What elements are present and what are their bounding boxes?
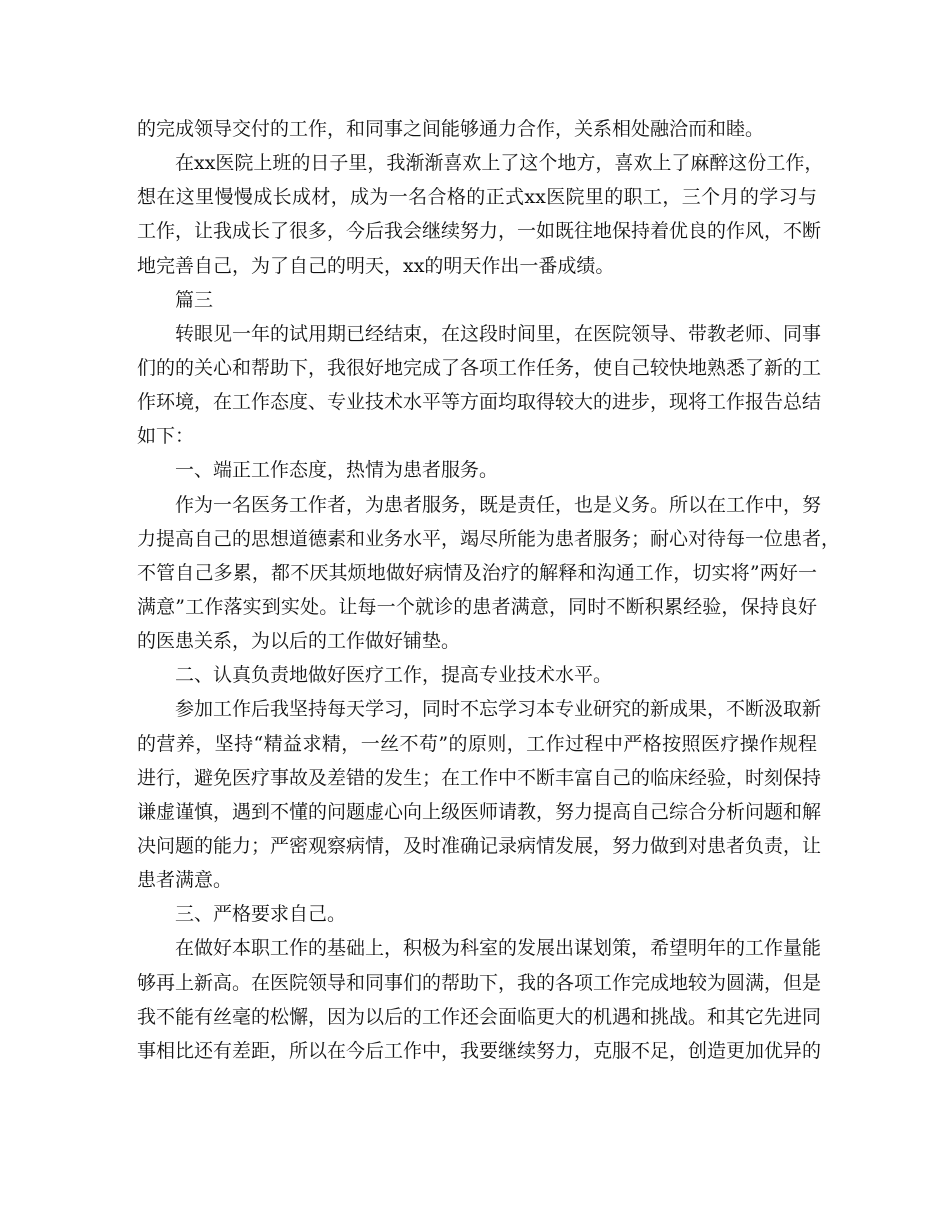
text-line: 进行，避免医疗事故及差错的发生；在工作中不断丰富自己的临床经验，时刻保持	[137, 766, 822, 789]
text-line: 作环境，在工作态度、专业技术水平等方面均取得较大的进步，现将工作报告总结	[137, 391, 822, 414]
text-line: 地完善自己，为了自己的明天，xx的明天作出一番成绩。	[137, 254, 615, 277]
subheading: 一、端正工作态度，热情为患者服务。	[175, 459, 499, 482]
text-line: 不管自己多累，都不厌其烦地做好病情及治疗的解释和沟通工作，切实将”两好一	[137, 561, 817, 584]
subheading: 二、认真负责地做好医疗工作，提高专业技术水平。	[175, 664, 613, 687]
text-line: 转眼见一年的试用期已经结束，在这段时间里，在医院领导、带教老师、同事	[175, 322, 822, 345]
text-line: 事相比还有差距，所以在今后工作中，我要继续努力，克服不足，创造更加优异的	[137, 1039, 822, 1062]
text-line: 的完成领导交付的工作，和同事之间能够通力合作，关系相处融洽而和睦。	[137, 118, 765, 140]
text-line: 在做好本职工作的基础上，积极为科室的发展出谋划策，希望明年的工作量能	[175, 937, 822, 960]
subheading: 三、严格要求自己。	[175, 903, 347, 926]
section-heading: 篇三	[175, 288, 214, 311]
text-line: 够再上新高。在医院领导和同事们的帮助下，我的各项工作完成地较为圆满，但是	[137, 971, 822, 994]
text-line: 作为一名医务工作者，为患者服务，既是责任，也是义务。所以在工作中，努	[175, 493, 822, 516]
text-line: 想在这里慢慢成长成材，成为一名合格的正式xx医院里的职工，三个月的学习与	[137, 186, 817, 209]
text-line: 谦虚谨慎，遇到不懂的问题虚心向上级医师请教，努力提高自己综合分析问题和解	[137, 800, 822, 823]
text-line: 决问题的能力；严密观察病情，及时准确记录病情发展，努力做到对患者负责，让	[137, 834, 822, 857]
text-line: 们的的关心和帮助下，我很好地完成了各项工作任务，使自己较快地熟悉了新的工	[137, 356, 822, 379]
text-line: 患者满意。	[137, 869, 233, 892]
text-line: 我不能有丝毫的松懈，因为以后的工作还会面临更大的机遇和挑战。和其它先进同	[137, 1005, 822, 1028]
document-body	[137, 112, 841, 1068]
text-line: 参加工作后我坚持每天学习，同时不忘学习本专业研究的新成果，不断汲取新	[175, 698, 822, 721]
text-line: 满意”工作落实到实处。让每一个就诊的患者满意，同时不断积累经验，保持良好	[137, 595, 817, 618]
text-line: 如下：	[137, 425, 195, 448]
text-line: 的医患关系，为以后的工作做好铺垫。	[137, 630, 461, 653]
text-line: 的营养，坚持“精益求精，一丝不苟”的原则，工作过程中严格按照医疗操作规程	[137, 732, 817, 755]
text-line: 力提高自己的思想道德素和业务水平，竭尽所能为患者服务；耐心对待每一位患者，	[137, 527, 841, 550]
text-line: 在xx医院上班的日子里，我渐渐喜欢上了这个地方，喜欢上了麻醉这份工作，	[175, 152, 824, 175]
text-line: 工作，让我成长了很多，今后我会继续努力，一如既往地保持着优良的作风，不断	[137, 220, 822, 243]
